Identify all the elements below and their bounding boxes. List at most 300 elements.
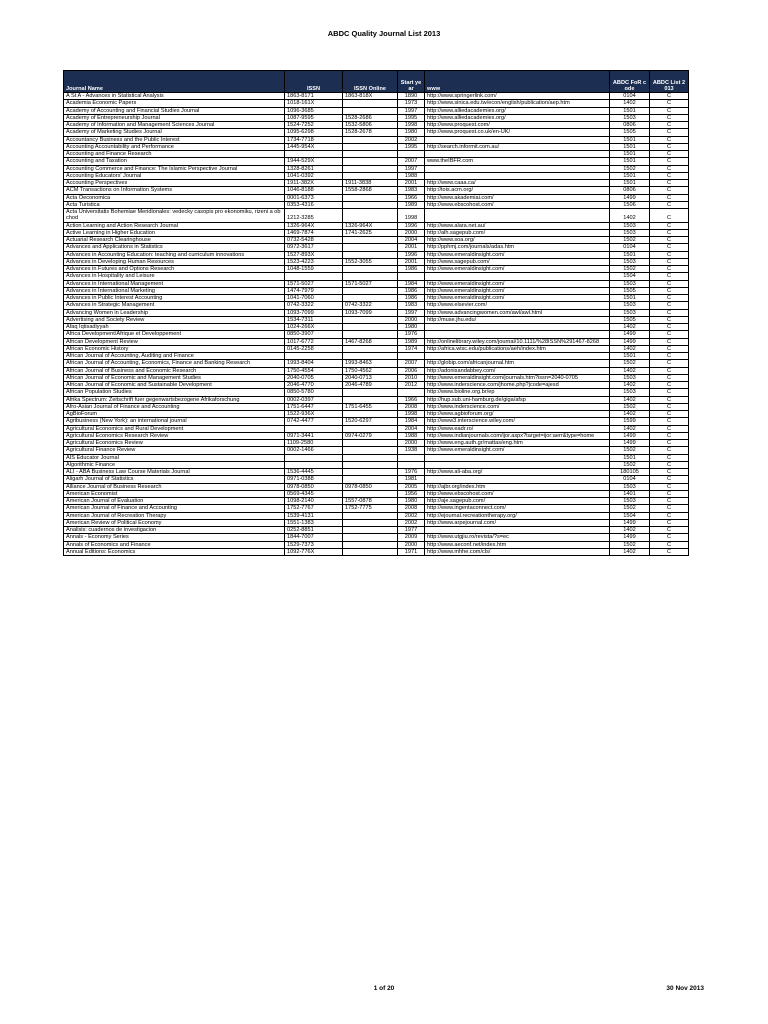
issn-online-cell: 1528-2678 bbox=[343, 129, 398, 136]
footer-date: 30 Nov 2013 bbox=[666, 985, 704, 992]
table-row bbox=[64, 114, 689, 121]
list-rating-cell: C bbox=[650, 432, 689, 439]
list-rating-cell: C bbox=[650, 461, 689, 468]
issn-online-cell bbox=[343, 136, 398, 143]
for-code-cell: 1501 bbox=[610, 158, 650, 165]
list-rating-cell: C bbox=[650, 476, 689, 483]
for-code-cell: 1503 bbox=[610, 280, 650, 287]
list-rating-cell: C bbox=[650, 201, 689, 208]
list-rating-cell: C bbox=[650, 309, 689, 316]
issn-online-cell bbox=[343, 512, 398, 519]
issn-online-cell bbox=[343, 273, 398, 280]
for-code-cell: 1503 bbox=[610, 309, 650, 316]
start-year-cell bbox=[398, 273, 425, 280]
list-rating-cell: C bbox=[650, 136, 689, 143]
journal-name-cell: Afaq Iqtisadiyyah bbox=[64, 324, 285, 331]
www-cell bbox=[425, 151, 610, 158]
issn-cell: 1750-4554 bbox=[285, 367, 343, 374]
start-year-cell bbox=[398, 353, 425, 360]
list-rating-cell: C bbox=[650, 107, 689, 114]
table-row bbox=[64, 229, 689, 236]
www-cell: http://www.ebscohost.com/ bbox=[425, 490, 610, 497]
start-year-cell: 1890 bbox=[398, 93, 425, 100]
www-cell: http://tois.acm.org/ bbox=[425, 187, 610, 194]
www-cell bbox=[425, 172, 610, 179]
issn-online-cell bbox=[343, 411, 398, 418]
issn-cell: 0972-3617 bbox=[285, 244, 343, 251]
start-year-cell: 2000 bbox=[398, 541, 425, 548]
issn-cell: 1024-266X bbox=[285, 324, 343, 331]
www-cell: http://www.emeraldinsight.com/ bbox=[425, 447, 610, 454]
issn-cell: 0850-3907 bbox=[285, 331, 343, 338]
issn-online-cell bbox=[343, 447, 398, 454]
table-header-row bbox=[64, 71, 689, 93]
list-rating-cell: C bbox=[650, 338, 689, 345]
issn-online-cell: 1557-0878 bbox=[343, 498, 398, 505]
list-rating-cell: C bbox=[650, 100, 689, 107]
for-code-cell: 1499 bbox=[610, 534, 650, 541]
for-code-cell: 1502 bbox=[610, 541, 650, 548]
start-year-cell: 1996 bbox=[398, 222, 425, 229]
start-year-cell: 1966 bbox=[398, 396, 425, 403]
www-cell: http://www.elsevier.com/ bbox=[425, 302, 610, 309]
issn-cell: 1911-382X bbox=[285, 180, 343, 187]
start-year-cell: 1983 bbox=[398, 302, 425, 309]
www-cell: http://www.agbioforum.org/ bbox=[425, 411, 610, 418]
journal-name-cell: Advances in Futures and Options Research bbox=[64, 266, 285, 273]
www-cell: http://aje.sagepub.com/ bbox=[425, 498, 610, 505]
www-cell: http://www.emeraldinsight.com/ bbox=[425, 280, 610, 287]
for-code-cell: 1402 bbox=[610, 345, 650, 352]
issn-cell: 1109-2580 bbox=[285, 440, 343, 447]
journal-name-cell: Annals - Economy Series bbox=[64, 534, 285, 541]
issn-cell: 1445-954X bbox=[285, 143, 343, 150]
issn-online-cell bbox=[343, 389, 398, 396]
journal-name-cell: Accounting Accountability and Performance bbox=[64, 143, 285, 150]
www-cell: http://www.sinica.edu.tw/econ/english/publication/aep.htm bbox=[425, 100, 610, 107]
issn-online-cell: 1863-818X bbox=[343, 93, 398, 100]
for-code-cell: 0806 bbox=[610, 187, 650, 194]
start-year-cell: 1997 bbox=[398, 309, 425, 316]
for-code-cell: 1505 bbox=[610, 287, 650, 294]
start-year-cell bbox=[398, 389, 425, 396]
for-code-cell: 1502 bbox=[610, 360, 650, 367]
start-year-cell: 1984 bbox=[398, 280, 425, 287]
start-year-cell: 1984 bbox=[398, 418, 425, 425]
table-row bbox=[64, 432, 689, 439]
issn-cell: 1522-936X bbox=[285, 411, 343, 418]
journal-name-cell: Academy of Accounting and Financial Studies Journal bbox=[64, 107, 285, 114]
list-rating-cell: C bbox=[650, 360, 689, 367]
issn-cell: 1087-9595 bbox=[285, 114, 343, 121]
issn-online-cell bbox=[343, 345, 398, 352]
journal-name-cell: American Review of Political Economy bbox=[64, 519, 285, 526]
table-row bbox=[64, 505, 689, 512]
for-code-cell: 1499 bbox=[610, 331, 650, 338]
for-code-cell: 1401 bbox=[610, 490, 650, 497]
issn-online-cell bbox=[343, 534, 398, 541]
list-rating-cell: C bbox=[650, 396, 689, 403]
issn-online-cell bbox=[343, 541, 398, 548]
issn-online-cell bbox=[343, 353, 398, 360]
journal-name-cell: Analisis: cuadernos de investigacion bbox=[64, 527, 285, 534]
for-code-cell: 1501 bbox=[610, 151, 650, 158]
issn-online-cell: 1751-6455 bbox=[343, 403, 398, 410]
for-code-cell: 1503 bbox=[610, 258, 650, 265]
issn-online-cell bbox=[343, 295, 398, 302]
table-row bbox=[64, 194, 689, 201]
header-issn: ISSN bbox=[285, 71, 343, 93]
journal-name-cell: African Economic History bbox=[64, 345, 285, 352]
table-row bbox=[64, 461, 689, 468]
journal-name-cell: Accounting and Taxation bbox=[64, 158, 285, 165]
list-rating-cell: C bbox=[650, 180, 689, 187]
start-year-cell: 2001 bbox=[398, 258, 425, 265]
www-cell: http://www3.interscience.wiley.com/ bbox=[425, 418, 610, 425]
start-year-cell: 2006 bbox=[398, 367, 425, 374]
journal-name-cell: African Journal of Economic and Sustainable Development bbox=[64, 382, 285, 389]
for-code-cell: 1501 bbox=[610, 180, 650, 187]
www-cell: http://www.eadr.ro/ bbox=[425, 425, 610, 432]
table-row bbox=[64, 418, 689, 425]
start-year-cell: 1956 bbox=[398, 490, 425, 497]
list-rating-cell: C bbox=[650, 229, 689, 236]
for-code-cell: 1501 bbox=[610, 353, 650, 360]
www-cell: http://www.bioline.org.br/ep bbox=[425, 389, 610, 396]
issn-online-cell bbox=[343, 244, 398, 251]
table-row bbox=[64, 411, 689, 418]
start-year-cell: 2002 bbox=[398, 136, 425, 143]
www-cell: http://www.sagepub.com/ bbox=[425, 258, 610, 265]
table-row bbox=[64, 512, 689, 519]
start-year-cell: 1998 bbox=[398, 411, 425, 418]
issn-cell: 0353-4316 bbox=[285, 201, 343, 208]
journal-name-cell: Advancing Women in Leadership bbox=[64, 309, 285, 316]
start-year-cell: 1989 bbox=[398, 201, 425, 208]
list-rating-cell: C bbox=[650, 266, 689, 273]
list-rating-cell: C bbox=[650, 295, 689, 302]
issn-cell: 1551-1383 bbox=[285, 519, 343, 526]
www-cell: http://www.alliedacademies.org/ bbox=[425, 107, 610, 114]
for-code-cell: 1501 bbox=[610, 454, 650, 461]
journal-name-cell: Africa Development/Afrique et Developpement bbox=[64, 331, 285, 338]
www-cell: http://muse.jhu.edu/ bbox=[425, 316, 610, 323]
journal-name-cell: African Journal of Business and Economic Research bbox=[64, 367, 285, 374]
start-year-cell: 1974 bbox=[398, 345, 425, 352]
table-row bbox=[64, 403, 689, 410]
issn-cell: 1844-7007 bbox=[285, 534, 343, 541]
issn-cell: 1469-7874 bbox=[285, 229, 343, 236]
www-cell: http://www.proquest.co.uk/en-UK/ bbox=[425, 129, 610, 136]
table-row bbox=[64, 527, 689, 534]
www-cell: http://hup.sub.uni-hamburg.de/giga/afsp bbox=[425, 396, 610, 403]
list-rating-cell: C bbox=[650, 324, 689, 331]
issn-online-cell: 1571-5027 bbox=[343, 280, 398, 287]
list-rating-cell: C bbox=[650, 316, 689, 323]
list-rating-cell: C bbox=[650, 280, 689, 287]
table-body bbox=[64, 93, 689, 556]
issn-online-cell: 1993-8463 bbox=[343, 360, 398, 367]
list-rating-cell: C bbox=[650, 165, 689, 172]
journal-name-cell: Acta Universitatis Bohemiae Meridionales: vedecky casopis pro ekonomiku, rizeni a obchod bbox=[64, 209, 285, 223]
issn-cell: 0742-4477 bbox=[285, 418, 343, 425]
www-cell: http://www.emeraldinsight.com/ bbox=[425, 251, 610, 258]
issn-online-cell: 1911-3838 bbox=[343, 180, 398, 187]
start-year-cell: 1995 bbox=[398, 143, 425, 150]
issn-online-cell bbox=[343, 519, 398, 526]
for-code-cell: 1501 bbox=[610, 107, 650, 114]
list-rating-cell: C bbox=[650, 454, 689, 461]
journal-name-cell: Afro-Asian Journal of Finance and Accounting bbox=[64, 403, 285, 410]
list-rating-cell: C bbox=[650, 287, 689, 294]
www-cell: http://www.eng.auth.gr/mattas/eng.htm bbox=[425, 440, 610, 447]
table-row bbox=[64, 258, 689, 265]
www-cell: http://www.inderscience.com/ bbox=[425, 403, 610, 410]
issn-online-cell: 1752-7775 bbox=[343, 505, 398, 512]
issn-online-cell bbox=[343, 194, 398, 201]
journal-name-cell: Afrika Spectrum: Zeitschrift fuer gegenwartsbezogene Afrikaforschung bbox=[64, 396, 285, 403]
for-code-cell: 1402 bbox=[610, 382, 650, 389]
journal-name-cell: Algorithmic Finance bbox=[64, 461, 285, 468]
issn-cell: 0971-3441 bbox=[285, 432, 343, 439]
header-issn-online: ISSN Online bbox=[343, 71, 398, 93]
list-rating-cell: C bbox=[650, 114, 689, 121]
issn-cell: 1527-893X bbox=[285, 251, 343, 258]
for-code-cell: 1503 bbox=[610, 114, 650, 121]
table-row bbox=[64, 309, 689, 316]
start-year-cell: 1998 bbox=[398, 122, 425, 129]
www-cell: http://www.alliedacademies.org/ bbox=[425, 114, 610, 121]
www-cell: http://www.ebscohost.com/ bbox=[425, 201, 610, 208]
journal-name-cell: Accounting Commerce and Finance: The Islamic Perspective Journal bbox=[64, 165, 285, 172]
table-row bbox=[64, 222, 689, 229]
start-year-cell: 1983 bbox=[398, 187, 425, 194]
www-cell: http://alh.sagepub.com/ bbox=[425, 229, 610, 236]
table-row bbox=[64, 93, 689, 100]
table-row bbox=[64, 534, 689, 541]
www-cell: http://search.informit.com.au/ bbox=[425, 143, 610, 150]
for-code-cell: 1499 bbox=[610, 194, 650, 201]
issn-online-cell: 1741-2625 bbox=[343, 229, 398, 236]
list-rating-cell: C bbox=[650, 302, 689, 309]
start-year-cell: 1973 bbox=[398, 100, 425, 107]
list-rating-cell: C bbox=[650, 122, 689, 129]
www-cell bbox=[425, 454, 610, 461]
www-cell: http://www.ali-aba.org/ bbox=[425, 469, 610, 476]
list-rating-cell: C bbox=[650, 541, 689, 548]
issn-online-cell bbox=[343, 151, 398, 158]
issn-online-cell bbox=[343, 107, 398, 114]
list-rating-cell: C bbox=[650, 440, 689, 447]
journal-name-cell: American Economist bbox=[64, 490, 285, 497]
journal-name-cell: ACM Transactions on Information Systems bbox=[64, 187, 285, 194]
table-row bbox=[64, 498, 689, 505]
table-row bbox=[64, 129, 689, 136]
issn-cell: 1734-7718 bbox=[285, 136, 343, 143]
journal-name-cell: AgBioForum bbox=[64, 411, 285, 418]
issn-cell: 0252-8851 bbox=[285, 527, 343, 534]
table-row bbox=[64, 187, 689, 194]
table-row bbox=[64, 266, 689, 273]
for-code-cell: 1502 bbox=[610, 266, 650, 273]
start-year-cell: 1980 bbox=[398, 129, 425, 136]
issn-online-cell bbox=[343, 266, 398, 273]
for-code-cell: 1402 bbox=[610, 411, 650, 418]
list-rating-cell: C bbox=[650, 483, 689, 490]
list-rating-cell: C bbox=[650, 498, 689, 505]
header-start-year: Start year bbox=[398, 71, 425, 93]
issn-cell: 1523-4223 bbox=[285, 258, 343, 265]
table-row bbox=[64, 519, 689, 526]
issn-cell: 2040-0705 bbox=[285, 374, 343, 381]
issn-online-cell bbox=[343, 440, 398, 447]
table-row bbox=[64, 548, 689, 555]
journal-name-cell: American Journal of Finance and Accounting bbox=[64, 505, 285, 512]
table-row bbox=[64, 338, 689, 345]
issn-online-cell: 2046-4789 bbox=[343, 382, 398, 389]
issn-cell: 1524-7252 bbox=[285, 122, 343, 129]
journal-name-cell: Actuarial Research Clearinghouse bbox=[64, 237, 285, 244]
for-code-cell: 180105 bbox=[610, 469, 650, 476]
table-row bbox=[64, 425, 689, 432]
journal-name-cell: Advances in Public Interest Accounting bbox=[64, 295, 285, 302]
table-row bbox=[64, 447, 689, 454]
start-year-cell: 1976 bbox=[398, 331, 425, 338]
for-code-cell: 1502 bbox=[610, 461, 650, 468]
for-code-cell: 1499 bbox=[610, 338, 650, 345]
journal-name-cell: Academy of Marketing Studies Journal bbox=[64, 129, 285, 136]
issn-cell: 1944-529X bbox=[285, 158, 343, 165]
issn-cell: 1041-0392 bbox=[285, 172, 343, 179]
table-row bbox=[64, 100, 689, 107]
journal-name-cell: African Journal of Accounting, Auditing and Finance bbox=[64, 353, 285, 360]
start-year-cell: 2007 bbox=[398, 158, 425, 165]
issn-online-cell: 0974-0279 bbox=[343, 432, 398, 439]
start-year-cell bbox=[398, 454, 425, 461]
start-year-cell: 2000 bbox=[398, 440, 425, 447]
issn-online-cell bbox=[343, 425, 398, 432]
issn-cell: 1571-5027 bbox=[285, 280, 343, 287]
journal-name-cell: Advances in Developing Human Resources bbox=[64, 258, 285, 265]
list-rating-cell: C bbox=[650, 151, 689, 158]
list-rating-cell: C bbox=[650, 345, 689, 352]
journal-name-cell: Action Learning and Action Research Journal bbox=[64, 222, 285, 229]
journal-name-cell: Advances in Hospitality and Leisure bbox=[64, 273, 285, 280]
list-rating-cell: C bbox=[650, 505, 689, 512]
list-rating-cell: C bbox=[650, 129, 689, 136]
journal-name-cell: Academia Economic Papers bbox=[64, 100, 285, 107]
journal-name-cell: Accounting and Finance Research bbox=[64, 151, 285, 158]
issn-cell: 1048-1559 bbox=[285, 266, 343, 273]
start-year-cell: 1989 bbox=[398, 338, 425, 345]
start-year-cell: 1938 bbox=[398, 447, 425, 454]
start-year-cell: 1988 bbox=[398, 432, 425, 439]
issn-online-cell: 1528-2686 bbox=[343, 114, 398, 121]
table-row bbox=[64, 483, 689, 490]
list-rating-cell: C bbox=[650, 331, 689, 338]
start-year-cell: 2000 bbox=[398, 316, 425, 323]
www-cell: http://www.akademiai.com/ bbox=[425, 194, 610, 201]
table-row bbox=[64, 136, 689, 143]
journal-name-cell: Acta Oeconomica bbox=[64, 194, 285, 201]
issn-online-cell: 1552-3055 bbox=[343, 258, 398, 265]
list-rating-cell: C bbox=[650, 519, 689, 526]
table-row bbox=[64, 107, 689, 114]
www-cell: http://pphmj.com/journals/adas.htm bbox=[425, 244, 610, 251]
table-row bbox=[64, 360, 689, 367]
journal-name-cell: Accountancy Business and the Public Interest bbox=[64, 136, 285, 143]
issn-cell: 1326-964X bbox=[285, 222, 343, 229]
start-year-cell: 1977 bbox=[398, 527, 425, 534]
start-year-cell: 2005 bbox=[398, 483, 425, 490]
www-cell: http://ajbr.org/index.htm bbox=[425, 483, 610, 490]
start-year-cell: 1971 bbox=[398, 548, 425, 555]
journal-name-cell: Advances in Accounting Education: teaching and curriculum innovations bbox=[64, 251, 285, 258]
journal-name-cell: Advances in International Management bbox=[64, 280, 285, 287]
journal-name-cell: AIS Educator Journal bbox=[64, 454, 285, 461]
for-code-cell: 1503 bbox=[610, 222, 650, 229]
for-code-cell: 1402 bbox=[610, 324, 650, 331]
issn-cell: 0002-0397 bbox=[285, 396, 343, 403]
list-rating-cell: C bbox=[650, 418, 689, 425]
list-rating-cell: C bbox=[650, 374, 689, 381]
for-code-cell: 1501 bbox=[610, 295, 650, 302]
start-year-cell: 2010 bbox=[398, 374, 425, 381]
journal-name-cell: African Development Review bbox=[64, 338, 285, 345]
list-rating-cell: C bbox=[650, 548, 689, 555]
www-cell: http://www.emeraldinsight.com/ bbox=[425, 295, 610, 302]
journal-name-cell: Annals of Economics and Finance bbox=[64, 541, 285, 548]
table-row bbox=[64, 165, 689, 172]
journal-name-cell: Advances and Applications in Statistics bbox=[64, 244, 285, 251]
issn-online-cell bbox=[343, 287, 398, 294]
www-cell bbox=[425, 476, 610, 483]
table-row bbox=[64, 295, 689, 302]
issn-cell: 0569-4345 bbox=[285, 490, 343, 497]
page-title: ABDC Quality Journal List 2013 bbox=[327, 29, 441, 38]
list-rating-cell: C bbox=[650, 222, 689, 229]
www-cell: http://www.inderscience.com/jhome.php?jcode=ajesd bbox=[425, 382, 610, 389]
table-row bbox=[64, 374, 689, 381]
www-cell: http://www.springerlink.com/ bbox=[425, 93, 610, 100]
journal-name-cell: African Population Studies bbox=[64, 389, 285, 396]
table-row bbox=[64, 353, 689, 360]
list-rating-cell: C bbox=[650, 534, 689, 541]
list-rating-cell: C bbox=[650, 93, 689, 100]
start-year-cell: 2004 bbox=[398, 425, 425, 432]
table-row bbox=[64, 454, 689, 461]
for-code-cell: 1502 bbox=[610, 165, 650, 172]
start-year-cell: 1980 bbox=[398, 498, 425, 505]
journal-name-cell: Agricultural Economics Review bbox=[64, 440, 285, 447]
issn-cell: 1751-6447 bbox=[285, 403, 343, 410]
issn-online-cell bbox=[343, 158, 398, 165]
www-cell: http://www.utgjiu.ro/revista/?s=ec bbox=[425, 534, 610, 541]
for-code-cell: 1402 bbox=[610, 100, 650, 107]
table-row bbox=[64, 382, 689, 389]
issn-online-cell bbox=[343, 548, 398, 555]
list-rating-cell: C bbox=[650, 187, 689, 194]
start-year-cell bbox=[398, 151, 425, 158]
www-cell: http://ejournal.recreationtherapy.org/ bbox=[425, 512, 610, 519]
www-cell: http://www.emeraldinsight.com/journals.htm?issn=2040-0705 bbox=[425, 374, 610, 381]
table-row bbox=[64, 440, 689, 447]
start-year-cell: 2012 bbox=[398, 382, 425, 389]
journal-name-cell: Annual Editions: Economics bbox=[64, 548, 285, 555]
list-rating-cell: C bbox=[650, 367, 689, 374]
table-row bbox=[64, 280, 689, 287]
for-code-cell: 1502 bbox=[610, 237, 650, 244]
